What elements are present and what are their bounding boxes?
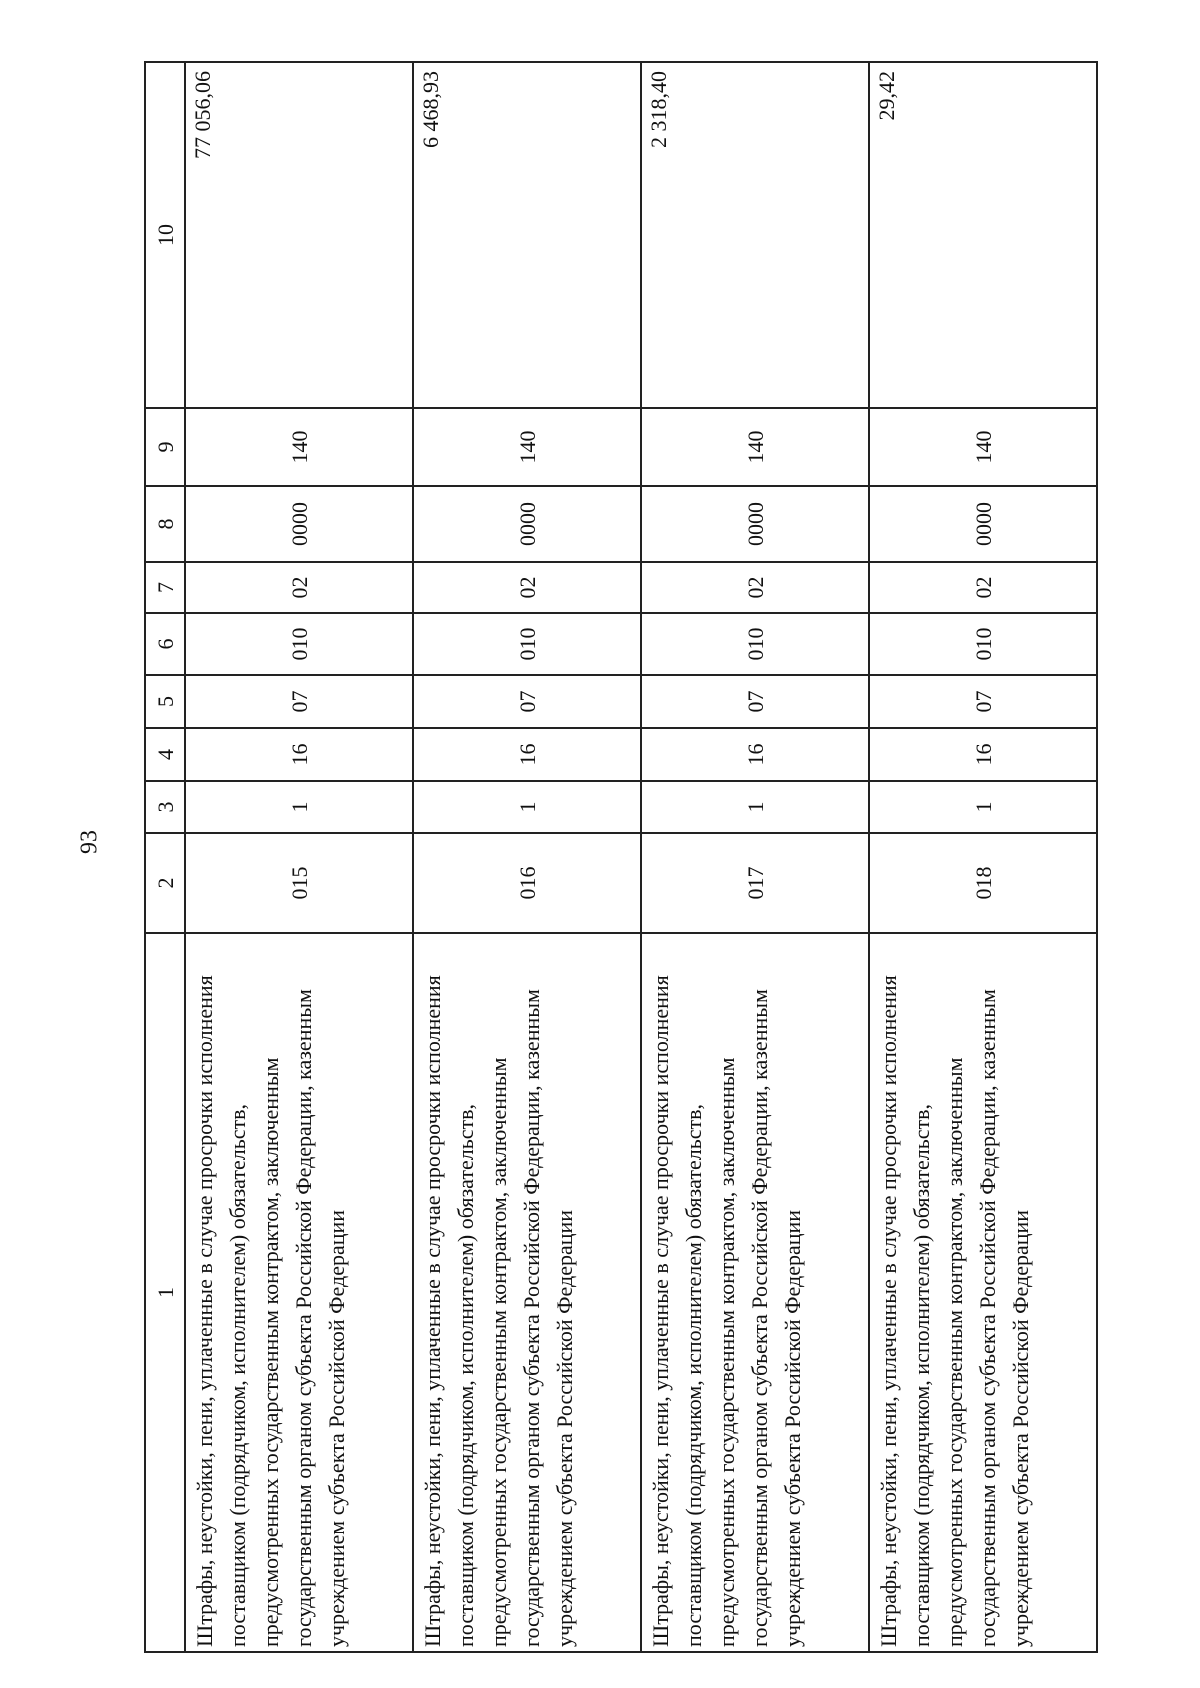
code-cell: 16	[185, 728, 413, 781]
code-cell: 010	[641, 613, 869, 675]
code-cell: 140	[641, 408, 869, 486]
code-cell: 016	[413, 833, 641, 933]
column-header: 5	[145, 675, 185, 728]
amount-cell: 6 468,93	[413, 62, 641, 408]
table-row	[185, 62, 413, 1652]
row-description: Штрафы, неустойки, пени, уплаченные в случае просрочки исполнения поставщиком (подрядчиком, исполнителем) обязательств, предусмотренных государственным контрактом, заключенным государственным органом субъекта Российской Федерации, казенным учреждением субъекта Российской Федерации	[869, 933, 1097, 1652]
code-cell: 140	[413, 408, 641, 486]
code-cell: 017	[641, 833, 869, 933]
code-cell: 02	[641, 562, 869, 613]
code-cell: 1	[869, 781, 1097, 833]
code-cell: 16	[869, 728, 1097, 781]
code-cell: 16	[413, 728, 641, 781]
column-header: 1	[145, 933, 185, 1652]
table-row	[413, 62, 641, 1652]
code-cell: 015	[185, 833, 413, 933]
code-cell: 07	[413, 675, 641, 728]
amount-cell: 77 056,06	[185, 62, 413, 408]
code-cell: 0000	[185, 486, 413, 562]
page-number: 93	[76, 830, 103, 854]
code-cell: 140	[185, 408, 413, 486]
rotated-table-container	[144, 63, 1094, 1653]
code-cell: 02	[413, 562, 641, 613]
column-header: 10	[145, 62, 185, 408]
column-header: 3	[145, 781, 185, 833]
column-header: 7	[145, 562, 185, 613]
column-header: 9	[145, 408, 185, 486]
row-description: Штрафы, неустойки, пени, уплаченные в случае просрочки исполнения поставщиком (подрядчиком, исполнителем) обязательств, предусмотренных государственным контрактом, заключенным государственным органом субъекта Российской Федерации, казенным учреждением субъекта Российской Федерации	[185, 933, 413, 1652]
code-cell: 07	[185, 675, 413, 728]
table-row	[869, 62, 1097, 1652]
code-cell: 02	[869, 562, 1097, 613]
row-description: Штрафы, неустойки, пени, уплаченные в случае просрочки исполнения поставщиком (подрядчиком, исполнителем) обязательств, предусмотренных государственным контрактом, заключенным государственным органом субъекта Российской Федерации, казенным учреждением субъекта Российской Федерации	[641, 933, 869, 1652]
column-header: 4	[145, 728, 185, 781]
code-cell: 010	[869, 613, 1097, 675]
code-cell: 1	[185, 781, 413, 833]
code-cell: 07	[641, 675, 869, 728]
code-cell: 010	[185, 613, 413, 675]
code-cell: 07	[869, 675, 1097, 728]
amount-cell: 29,42	[869, 62, 1097, 408]
column-header: 2	[145, 833, 185, 933]
table-row	[641, 62, 869, 1652]
column-header: 6	[145, 613, 185, 675]
code-cell: 140	[869, 408, 1097, 486]
code-cell: 018	[869, 833, 1097, 933]
budget-codes-table	[144, 61, 1098, 1653]
code-cell: 0000	[869, 486, 1097, 562]
row-description: Штрафы, неустойки, пени, уплаченные в случае просрочки исполнения поставщиком (подрядчиком, исполнителем) обязательств, предусмотренных государственным контрактом, заключенным государственным органом субъекта Российской Федерации, казенным учреждением субъекта Российской Федерации	[413, 933, 641, 1652]
code-cell: 0000	[641, 486, 869, 562]
amount-cell: 2 318,40	[641, 62, 869, 408]
code-cell: 02	[185, 562, 413, 613]
code-cell: 0000	[413, 486, 641, 562]
code-cell: 1	[641, 781, 869, 833]
code-cell: 010	[413, 613, 641, 675]
code-cell: 16	[641, 728, 869, 781]
column-header: 8	[145, 486, 185, 562]
header-row	[145, 62, 185, 1652]
code-cell: 1	[413, 781, 641, 833]
